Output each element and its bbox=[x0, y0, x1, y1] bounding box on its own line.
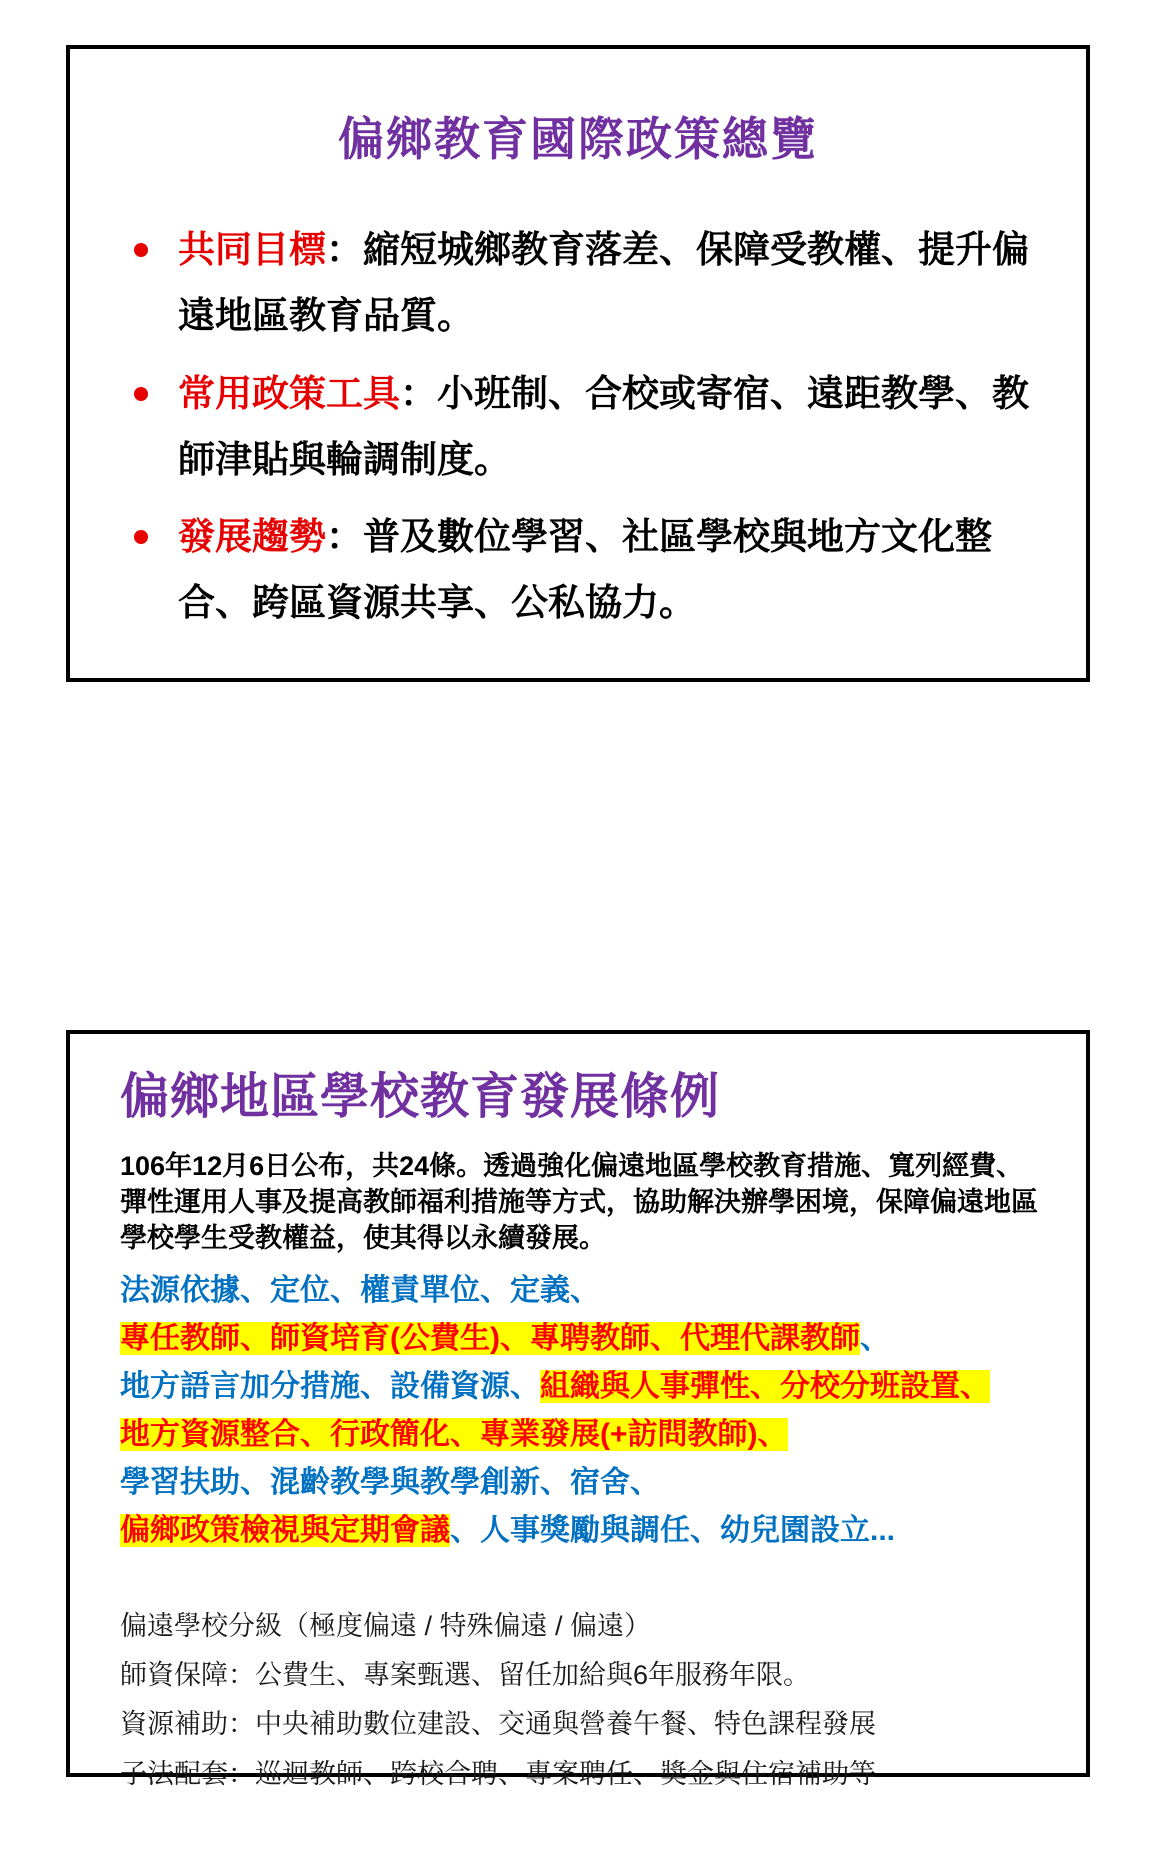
topic-segment: 法源依據、定位、權責單位、定義、 bbox=[120, 1273, 600, 1307]
slide2-title: 偏鄉地區學校教育發展條例 bbox=[120, 1070, 721, 1124]
bullet-dot-icon bbox=[134, 530, 148, 544]
bullet-label: 共同目標 bbox=[178, 229, 326, 270]
bullet-text: ：小班制、合校或寄宿、遠距教學、教師津貼與輪調制度。 bbox=[178, 372, 1029, 480]
slide2-content bbox=[70, 1034, 1086, 1793]
slide2-detail-lines bbox=[120, 1607, 1046, 1793]
slide2-topic-lines bbox=[120, 1267, 1046, 1555]
slide1-bullet-list bbox=[104, 217, 1052, 636]
topic-line bbox=[120, 1363, 1046, 1411]
topic-line bbox=[120, 1459, 1046, 1507]
detail-line: 師資保障：公費生、專案甄選、留任加給與6年服務年限。 bbox=[120, 1659, 811, 1690]
bullet-item bbox=[104, 361, 1052, 493]
detail-line: 子法配套：巡迴教師、跨校合聘、專案聘任、獎金與住宿補助等 bbox=[120, 1758, 876, 1789]
bullet-label: 發展趨勢 bbox=[178, 516, 326, 558]
slide1-title: 偏鄉教育國際政策總覽 bbox=[338, 113, 818, 165]
topic-line bbox=[120, 1411, 1046, 1459]
topic-segment: 、人事獎勵與調任、幼兒園設立... bbox=[450, 1513, 896, 1547]
bullet-text: ：縮短城鄉教育落差、保障受教權、提升偏遠地區教育品質。 bbox=[178, 229, 1029, 336]
topic-segment: 偏鄉政策檢視與定期會議 bbox=[120, 1513, 450, 1547]
topic-segment: 地方資源整合、行政簡化、專業發展(+訪問教師)、 bbox=[120, 1417, 788, 1451]
topic-segment: 學習扶助、混齡教學與教學創新、宿舍、 bbox=[120, 1465, 660, 1499]
topic-segment: 組織與人事彈性、分校分班設置、 bbox=[540, 1369, 990, 1403]
topic-segment: 專任教師、師資培育(公費生)、專聘教師、代理代課教師 bbox=[120, 1321, 860, 1355]
bullet-item bbox=[104, 217, 1052, 349]
bullet-text: ：普及數位學習、社區學校與地方文化整合、跨區資源共享、公私協力。 bbox=[178, 516, 992, 624]
slide2-intro-paragraph: 106年12月6日公布，共24條。透過強化偏遠地區學校教育措施、寬列經費、彈性運用人事及提高教師福利措施等方式，協助解決辦學困境，保障偏遠地區學校學生受教權益，使其得以永續發展。 bbox=[120, 1151, 1038, 1254]
topic-line bbox=[120, 1507, 1046, 1555]
topic-line bbox=[120, 1315, 1046, 1363]
bullet-label: 常用政策工具 bbox=[178, 372, 400, 414]
topic-line bbox=[120, 1267, 1046, 1315]
bullet-dot-icon bbox=[134, 243, 148, 257]
topic-segment: 、 bbox=[859, 1321, 890, 1355]
topic-segment: 地方語言加分措施、設備資源、 bbox=[120, 1369, 540, 1403]
detail-line: 資源補助：中央補助數位建設、交通與營養午餐、特色課程發展 bbox=[120, 1709, 876, 1740]
bullet-item bbox=[104, 504, 1052, 636]
bullet-dot-icon bbox=[134, 387, 148, 401]
detail-line: 偏遠學校分級（極度偏遠 / 特殊偏遠 / 偏遠） bbox=[120, 1610, 652, 1641]
slide-1 bbox=[66, 45, 1090, 682]
slide-2 bbox=[66, 1030, 1090, 1789]
